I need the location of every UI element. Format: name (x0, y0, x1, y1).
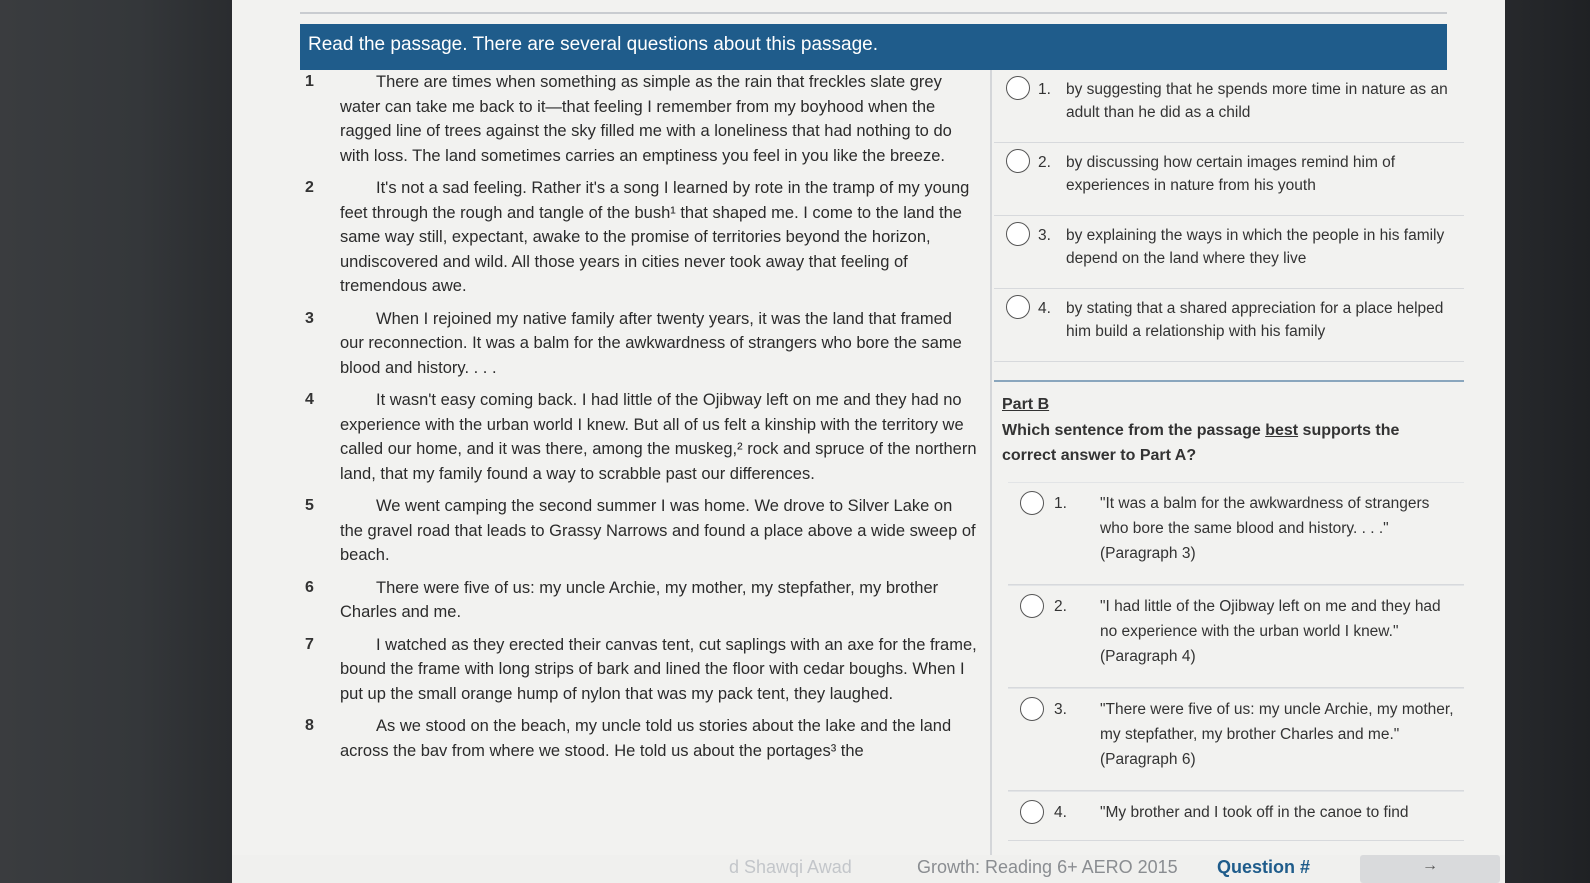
part-b-option-1[interactable] (1008, 482, 1464, 585)
part-b-option-3[interactable] (1008, 688, 1464, 791)
part-b-question (994, 418, 1464, 468)
radio-button[interactable] (1020, 697, 1044, 721)
part-b-option-4[interactable] (1008, 791, 1464, 841)
option-text: by discussing how certain images remind him of experiences in nature from his youth (1066, 154, 1396, 194)
option-number: 1. (1054, 495, 1067, 512)
paragraph-number: 2 (305, 179, 314, 196)
part-separator (994, 362, 1464, 382)
option-number: 4. (1054, 804, 1067, 821)
paragraph-number: 8 (305, 717, 314, 734)
radio-button[interactable] (1006, 295, 1030, 319)
question-text-post: supports the correct answer to Part A? (1002, 422, 1400, 464)
option-text: "I had little of the Ojibway left on me and they had no experience with the urban world I knew." (Paragraph 4) (1100, 598, 1441, 665)
paragraph-number: 6 (305, 578, 314, 596)
radio-button[interactable] (1020, 491, 1044, 515)
option-text: "My brother and I took off in the canoe to find (1100, 804, 1409, 821)
paragraph-number: 5 (305, 497, 314, 514)
paragraph-text: We went camping the second summer I was home. We drove to Silver Lake on the gravel road that leads to Grassy Narrows and found a place above a wide sweep of beach. (340, 497, 976, 564)
option-number: 4. (1038, 300, 1051, 317)
paragraph-text: As we stood on the beach, my uncle told us stories about the lake and the land across the bav from where we stood. He told us about the portages³ the (340, 717, 952, 760)
option-text: by explaining the ways in which the people in his family depend on the land where they live (1066, 227, 1445, 267)
reading-passage[interactable] (287, 70, 987, 855)
question-emphasis: best (1265, 422, 1299, 439)
part-a-option-4[interactable] (994, 289, 1464, 362)
paragraph-text: There are times when something as simple as the rain that freckles slate grey water can take me back to it—that feeling I remember from my boyhood when the ragged line of trees against the sky filled me with a loneliness that had nothing to do with loss. The land sometimes carries an emptiness you feel in you like the breeze. (340, 73, 952, 165)
test-screen (232, 0, 1505, 883)
option-number: 2. (1054, 598, 1067, 615)
option-text: "There were five of us: my uncle Archie, my mother, my stepfather, my brother Charles and me." (Paragraph 6) (1100, 701, 1454, 768)
paragraph-text: There were five of us: my uncle Archie, my mother, my stepfather, my brother Charles and me. (340, 578, 939, 621)
paragraph-text: It's not a sad feeling. Rather it's a song I learned by rote in the tramp of my young feet through the rough and tangle of the bush¹ that shaped me. I come to the land the same way still, expectant, awake to the promise of territories beyond the horizon, undiscovered and wild. All those years in cities never took away that feeling of tremendous awe. (340, 179, 970, 295)
option-number: 1. (1038, 81, 1051, 98)
part-b-title: Part B (1002, 396, 1050, 413)
instruction-banner (300, 24, 1447, 70)
passage-paragraph (287, 388, 987, 486)
monitor-bezel-left (0, 0, 232, 883)
option-text: by suggesting that he spends more time in nature as an adult than he did as a child (1066, 81, 1448, 121)
part-a-option-3[interactable] (994, 216, 1464, 289)
paragraph-number: 7 (305, 635, 314, 653)
passage-paragraph (287, 714, 987, 763)
radio-button[interactable] (1006, 76, 1030, 100)
radio-button[interactable] (1020, 594, 1044, 618)
test-name: Growth: Reading 6+ AERO 2015 (917, 857, 1178, 877)
passage-paragraph (287, 576, 987, 625)
arrow-right-icon: → (1422, 857, 1438, 874)
student-name: d Shawqi Awad (729, 857, 852, 877)
option-number: 2. (1038, 154, 1051, 171)
paragraph-text: When I rejoined my native family after twenty years, it was the land that framed our reconnection. It was a balm for the awkwardness of strangers who bore the same blood and history. . . . (340, 309, 962, 377)
next-button[interactable] (1360, 855, 1500, 883)
instruction-text: Read the passage. There are several questions about this passage. (308, 34, 879, 55)
part-a-option-2[interactable] (994, 143, 1464, 216)
question-text-pre: Which sentence from the passage (1002, 422, 1266, 439)
option-number: 3. (1054, 701, 1067, 718)
option-text: "It was a balm for the awkwardness of strangers who bore the same blood and history. . . ." (Paragraph 3) (1100, 495, 1430, 562)
option-number: 3. (1038, 227, 1051, 244)
passage-paragraph (287, 70, 987, 168)
status-footer (232, 855, 1505, 883)
passage-paragraph (287, 176, 987, 299)
option-text: by stating that a shared appreciation for a place helped him build a relationship with his family (1066, 300, 1444, 340)
paragraph-number: 1 (305, 73, 314, 90)
top-rule (300, 12, 1447, 14)
paragraph-text: I watched as they erected their canvas tent, cut saplings with an axe for the frame, bound the frame with long strips of bark and lined the floor with cedar boughs. When I put up the small orange hump of nylon that was my pack tent, they laughed. (340, 635, 977, 703)
part-a-option-1[interactable] (994, 70, 1464, 143)
passage-paragraph (287, 494, 987, 568)
part-b-option-2[interactable] (1008, 585, 1464, 688)
paragraph-text: It wasn't easy coming back. I had little of the Ojibway left on me and they had no experience with the urban world I knew. But all of us felt a kinship with the territory we called our home, and it was there, among the muskeg,² rock and spruce of the northern land, that my family found a way to scrabble past our differences. (340, 391, 977, 483)
monitor-bezel-right (1505, 0, 1590, 883)
radio-button[interactable] (1006, 149, 1030, 173)
question-panel[interactable] (994, 70, 1464, 855)
radio-button[interactable] (1020, 800, 1044, 824)
passage-paragraph (287, 633, 987, 707)
question-number-label: Question # (1217, 857, 1311, 877)
passage-paragraph (287, 307, 987, 381)
column-divider (990, 70, 992, 855)
paragraph-number: 3 (305, 309, 314, 327)
radio-button[interactable] (1006, 222, 1030, 246)
paragraph-number: 4 (305, 391, 314, 408)
